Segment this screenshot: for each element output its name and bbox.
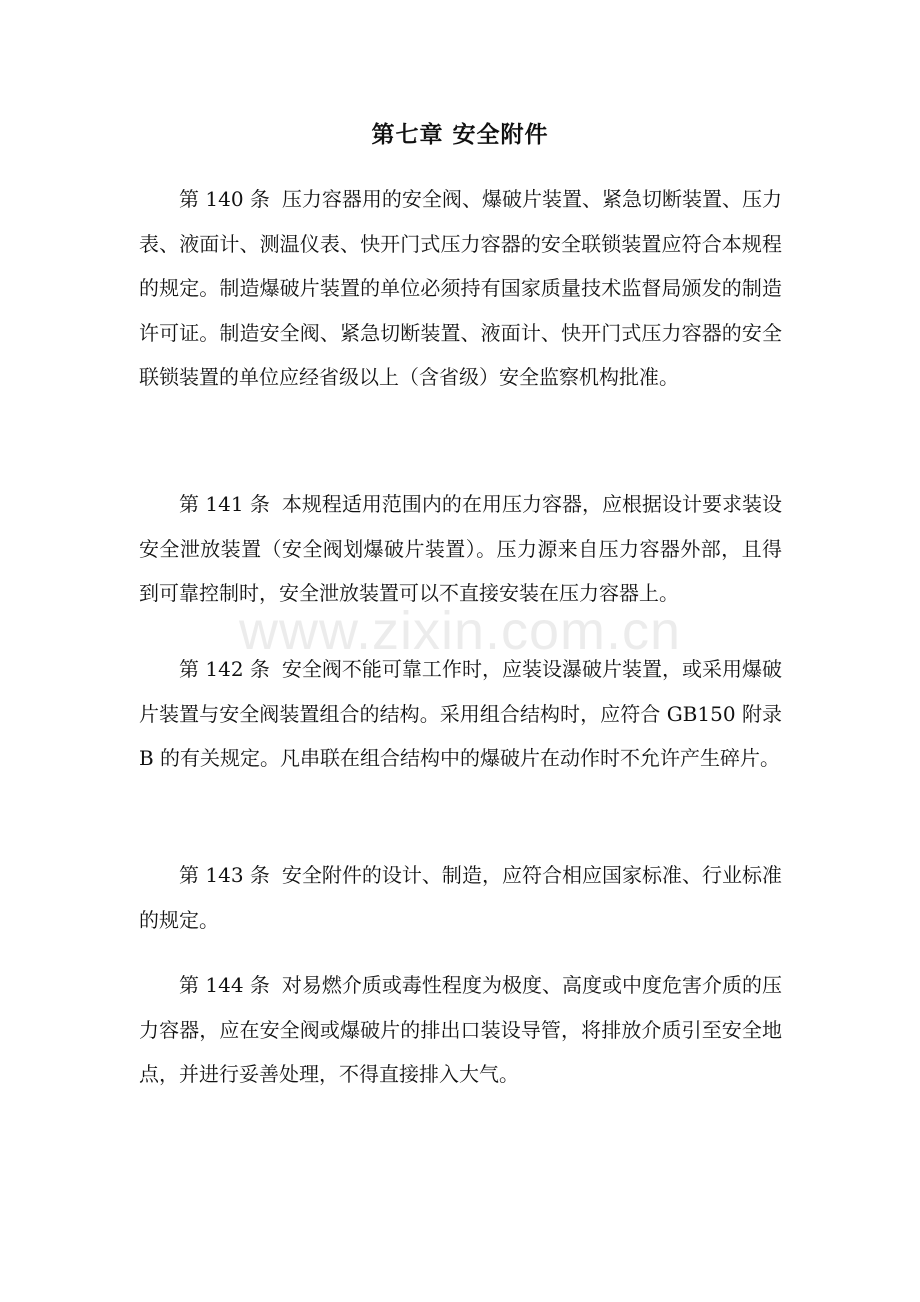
article-142 [139, 647, 782, 781]
article-141 [139, 482, 782, 616]
article-text: 本规程适用范围内的在用压力容器，应根据设计要求装设安全泄放装置（安全阀划爆破片装置）。压力源来自压力容器外部，且得到可靠控制时，安全泄放装置可以不直接安装在压力容器上。 [139, 492, 782, 605]
article-text: 安全附件的设计、制造，应符合相应国家标准、行业标准的规定。 [139, 863, 782, 932]
article-number: 第 142 条 [179, 657, 270, 681]
article-text: 对易燃介质或毒性程度为极度、高度或中度危害介质的压力容器，应在安全阀或爆破片的排出口装设导管，将排放介质引至安全地点，并进行妥善处理，不得直接排入大气。 [139, 973, 782, 1086]
article-143 [139, 853, 782, 942]
article-number: 第 143 条 [179, 863, 270, 887]
article-140 [139, 177, 782, 400]
article-text: 安全阀不能可靠工作时，应装设瀑破片装置，或采用爆破片装置与安全阀装置组合的结构。采用组合结构时，应符合 GB150 附录 B 的有关规定。凡串联在组合结构中的爆破片在动作时不允许产生碎片。 [139, 657, 782, 770]
article-number: 第 140 条 [179, 187, 270, 211]
article-number: 第 144 条 [179, 973, 270, 997]
article-text: 压力容器用的安全阀、爆破片装置、紧急切断装置、压力表、液面计、测温仪表、快开门式压力容器的安全联锁装置应符合本规程的规定。制造爆破片装置的单位必须持有国家质量技术监督局颁发的制造许可证。制造安全阀、紧急切断装置、液面计、快开门式压力容器的安全联锁装置的单位应经省级以上（含省级）安全监察机构批准。 [139, 187, 782, 389]
chapter-title: 第七章 安全附件 [371, 121, 549, 148]
watermark: www.zixin.com.cn [238, 601, 682, 661]
article-number: 第 141 条 [179, 492, 270, 516]
article-144 [139, 963, 782, 1097]
